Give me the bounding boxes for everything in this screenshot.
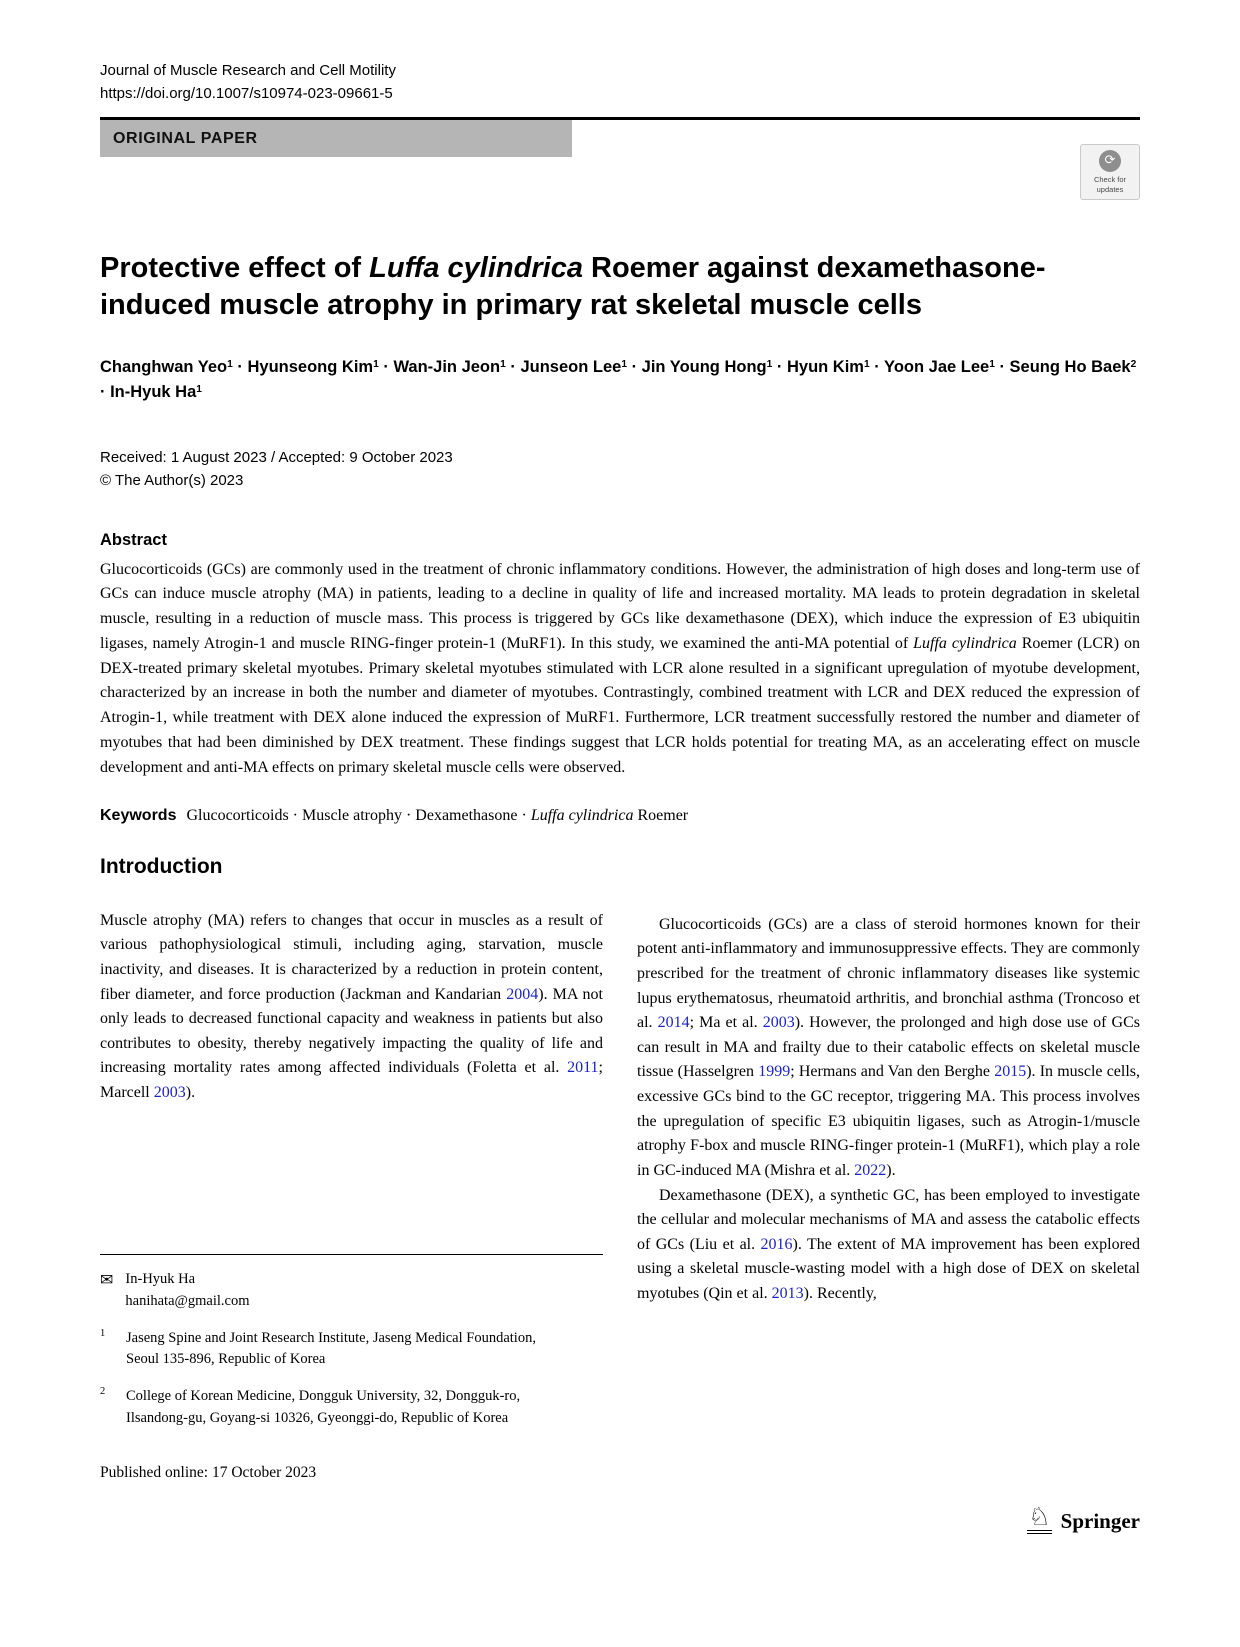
- text-run: Muscle atrophy (MA) refers to changes that occur in muscles as a result of various pathophysiological stimuli, including aging, starvation, muscle inactivity, and diseases. It is characterized by a reduction in protein content, fiber diameter, and force production (Jackman and Kandarian: [100, 911, 603, 1003]
- doi-link[interactable]: https://doi.org/10.1007/s10974-023-09661-5: [100, 84, 393, 102]
- author-list: [100, 355, 1140, 406]
- text-run: Changhwan Yeo: [100, 357, 228, 376]
- affiliation-superscript: 1: [227, 358, 233, 370]
- publisher-logo: [100, 1501, 1140, 1534]
- introduction-heading: Introduction: [100, 854, 223, 878]
- citation-link[interactable]: 2014: [657, 1014, 690, 1032]
- footnote-block: [100, 1224, 603, 1430]
- text-run: Roemer against dexamethasone-induced muscle atrophy in primary rat skeletal muscle cells: [100, 251, 1046, 322]
- citation-link[interactable]: 1999: [758, 1063, 791, 1081]
- check-updates-icon: ⟳: [1099, 150, 1121, 172]
- text-run: · Wan-Jin Jeon: [378, 357, 501, 376]
- text-run: ). In muscle cells, excessive GCs bind to the GC receptor, triggering MA. This process involves the upregulation of specific E3 ubiquitin ligases, such as Atrogin-1/muscle atrophy F-box and muscle RING-finger protein-1 (MuRF1), which play a role in GC-induced MA (Mishra et al.: [637, 1063, 1141, 1179]
- text-run: · Jin Young Hong: [627, 357, 767, 376]
- journal-title: Journal of Muscle Research and Cell Motility: [100, 62, 396, 79]
- affiliation-1-number: 1: [100, 1327, 106, 1339]
- citation-link[interactable]: 2004: [506, 985, 539, 1003]
- introduction-paragraph-1: [100, 909, 603, 1106]
- text-run: Glucocorticoids (GCs) are a class of steroid hormones known for their potent anti-inflammatory and immunosuppressive effects. They are commonly prescribed for the treatment of chronic inflammatory diseases like systemic lupus erythematosus, rheumatoid arthritis, and bronchial asthma (Troncoso et al.: [637, 915, 1140, 1032]
- copyright-line: © The Author(s) 2023: [100, 472, 244, 490]
- check-updates-text: Check for updates: [1093, 175, 1127, 194]
- text-run: Luffa cylindrica: [913, 634, 1017, 652]
- affiliation-superscript: 1: [989, 358, 995, 370]
- article-type-banner: [100, 120, 572, 157]
- citation-link[interactable]: 2016: [760, 1235, 793, 1253]
- text-run: ).: [185, 1084, 196, 1102]
- affiliation-superscript: 1: [863, 358, 870, 370]
- citation-link[interactable]: 2013: [771, 1285, 804, 1303]
- published-online: Published online: 17 October 2023: [100, 1463, 317, 1481]
- keywords-label: Keywords: [100, 806, 177, 824]
- affiliation-1: [100, 1328, 603, 1372]
- affiliation-superscript: 1: [500, 358, 506, 370]
- check-for-updates-badge[interactable]: [1080, 144, 1140, 200]
- text-run: ; Hermans and Van den Berghe: [790, 1063, 995, 1081]
- text-run: Protective effect of: [100, 251, 370, 284]
- keywords-text: [186, 807, 688, 824]
- abstract-heading: Abstract: [100, 530, 167, 549]
- citation-link[interactable]: 2011: [567, 1059, 599, 1077]
- correspondence: [100, 1269, 603, 1313]
- citation-link[interactable]: 2003: [762, 1014, 795, 1032]
- received-accepted: Received: 1 August 2023 / Accepted: 9 October 2023: [100, 449, 453, 466]
- text-run: Roemer: [633, 806, 689, 824]
- citation-link[interactable]: 2022: [854, 1161, 887, 1179]
- abstract-text: [100, 558, 1140, 781]
- affiliation-superscript: 1: [766, 358, 773, 370]
- text-run: ).: [886, 1161, 896, 1179]
- affiliation-1-text: Jaseng Spine and Joint Research Institute, Jaseng Medical Foundation, Seoul 135-896, Republic of Korea: [126, 1329, 536, 1368]
- affiliation-superscript: 2: [1130, 358, 1137, 370]
- affiliation-superscript: 1: [621, 358, 627, 370]
- article-title: [100, 250, 1140, 325]
- footnote-divider: [100, 1254, 603, 1255]
- journal-header: [100, 60, 1140, 105]
- left-column: [100, 855, 603, 1430]
- text-run: ). Recently,: [803, 1285, 877, 1303]
- introduction-section: [100, 855, 1140, 1430]
- text-run: · Seung Ho Baek: [994, 357, 1131, 376]
- article-history: [100, 446, 1140, 493]
- publisher-name: Springer: [1060, 1508, 1140, 1533]
- right-column: [637, 855, 1140, 1430]
- citation-link[interactable]: 2015: [994, 1063, 1027, 1081]
- citation-link[interactable]: 2003: [153, 1084, 186, 1102]
- text-run: ). The extent of MA improvement has been explored using a skeletal muscle-wasting model with a high dose of DEX on skeletal myotubes (Qin et al.: [637, 1235, 1140, 1303]
- text-run: Roemer (LCR) on DEX-treated primary skeletal myotubes. Primary skeletal myotubes stimulated with LCR alone resulted in a significant upregulation of myotube development, characterized by an increase in both the number and diameter of myotubes. Contrastingly, combined treatment with LCR and DEX reduced the expression of Atrogin-1, while treatment with DEX alone induced the expression of MuRF1. Furthermore, LCR treatment successfully restored the number and diameter of myotubes that had been diminished by DEX treatment. These findings suggest that LCR holds potential for treating MA, as an accelerating effect on muscle development and anti-MA effects on primary skeletal muscle cells were observed.: [100, 634, 1141, 776]
- introduction-paragraph-2: [637, 913, 1140, 1184]
- article-type-row: [100, 117, 1140, 200]
- text-run: ). However, the prolonged and high dose use of GCs can result in MA and frailty due to their catabolic effects on skeletal muscle tissue (Hasselgren: [637, 1014, 1140, 1081]
- text-run: ; Ma et al.: [689, 1014, 763, 1032]
- text-run: ; Marcell: [100, 1059, 603, 1102]
- text-run: · Junseon Lee: [505, 357, 622, 376]
- text-run: · Yoon Jae Lee: [869, 357, 990, 376]
- affiliation-2-number: 2: [100, 1386, 106, 1398]
- text-run: Dexamethasone (DEX), a synthetic GC, has been employed to investigate the cellular and molecular mechanisms of MA and assess the catabolic effects of GCs (Liu et al.: [637, 1186, 1140, 1253]
- text-run: · Hyunseong Kim: [232, 357, 374, 376]
- text-run: Luffa cylindrica: [369, 251, 583, 284]
- corresponding-author-email[interactable]: hanihata@gmail.com: [125, 1292, 250, 1309]
- introduction-paragraph-3: [637, 1184, 1140, 1307]
- affiliation-superscript: 1: [196, 384, 202, 396]
- text-run: · In-Hyuk Ha: [100, 383, 197, 402]
- keywords-line: [100, 807, 1140, 825]
- text-run: · Hyun Kim: [772, 357, 864, 376]
- affiliation-superscript: 1: [373, 358, 379, 370]
- text-run: ). MA not only leads to decreased functional capacity and weakness in patients but also contributes to obesity, thereby negatively impacting the quality of life and increasing mortality rates among affected individuals (Foletta et al.: [100, 985, 603, 1077]
- envelope-icon: ✉: [100, 1270, 114, 1290]
- corresponding-author-name: In-Hyuk Ha: [125, 1271, 196, 1288]
- affiliation-2-text: College of Korean Medicine, Dongguk University, 32, Dongguk-ro, Ilsandong-gu, Goyang-si 10326, Gyeonggi-do, Republic of Korea: [126, 1388, 521, 1426]
- text-run: Luffa cylindrica: [530, 806, 634, 824]
- article-type-label: ORIGINAL PAPER: [113, 129, 258, 147]
- text-run: Glucocorticoids · Muscle atrophy · Dexamethasone ·: [186, 806, 531, 824]
- springer-knight-icon: ♘: [1027, 1504, 1051, 1534]
- abstract-section: [100, 531, 1140, 825]
- affiliation-2: [100, 1386, 603, 1430]
- text-run: Glucocorticoids (GCs) are commonly used in the treatment of chronic inflammatory conditions. However, the administration of high doses and long-term use of GCs can induce muscle atrophy (MA) in patients, leading to a decline in quality of life and increased mortality. MA leads to protein degradation in skeletal muscle, resulting in a reduction of muscle mass. This process is triggered by GCs like dexamethasone (DEX), which induce the expression of E3 ubiquitin ligases, namely Atrogin-1 and muscle RING-finger protein-1 (MuRF1). In this study, we examined the anti-MA potential of: [100, 560, 1140, 652]
